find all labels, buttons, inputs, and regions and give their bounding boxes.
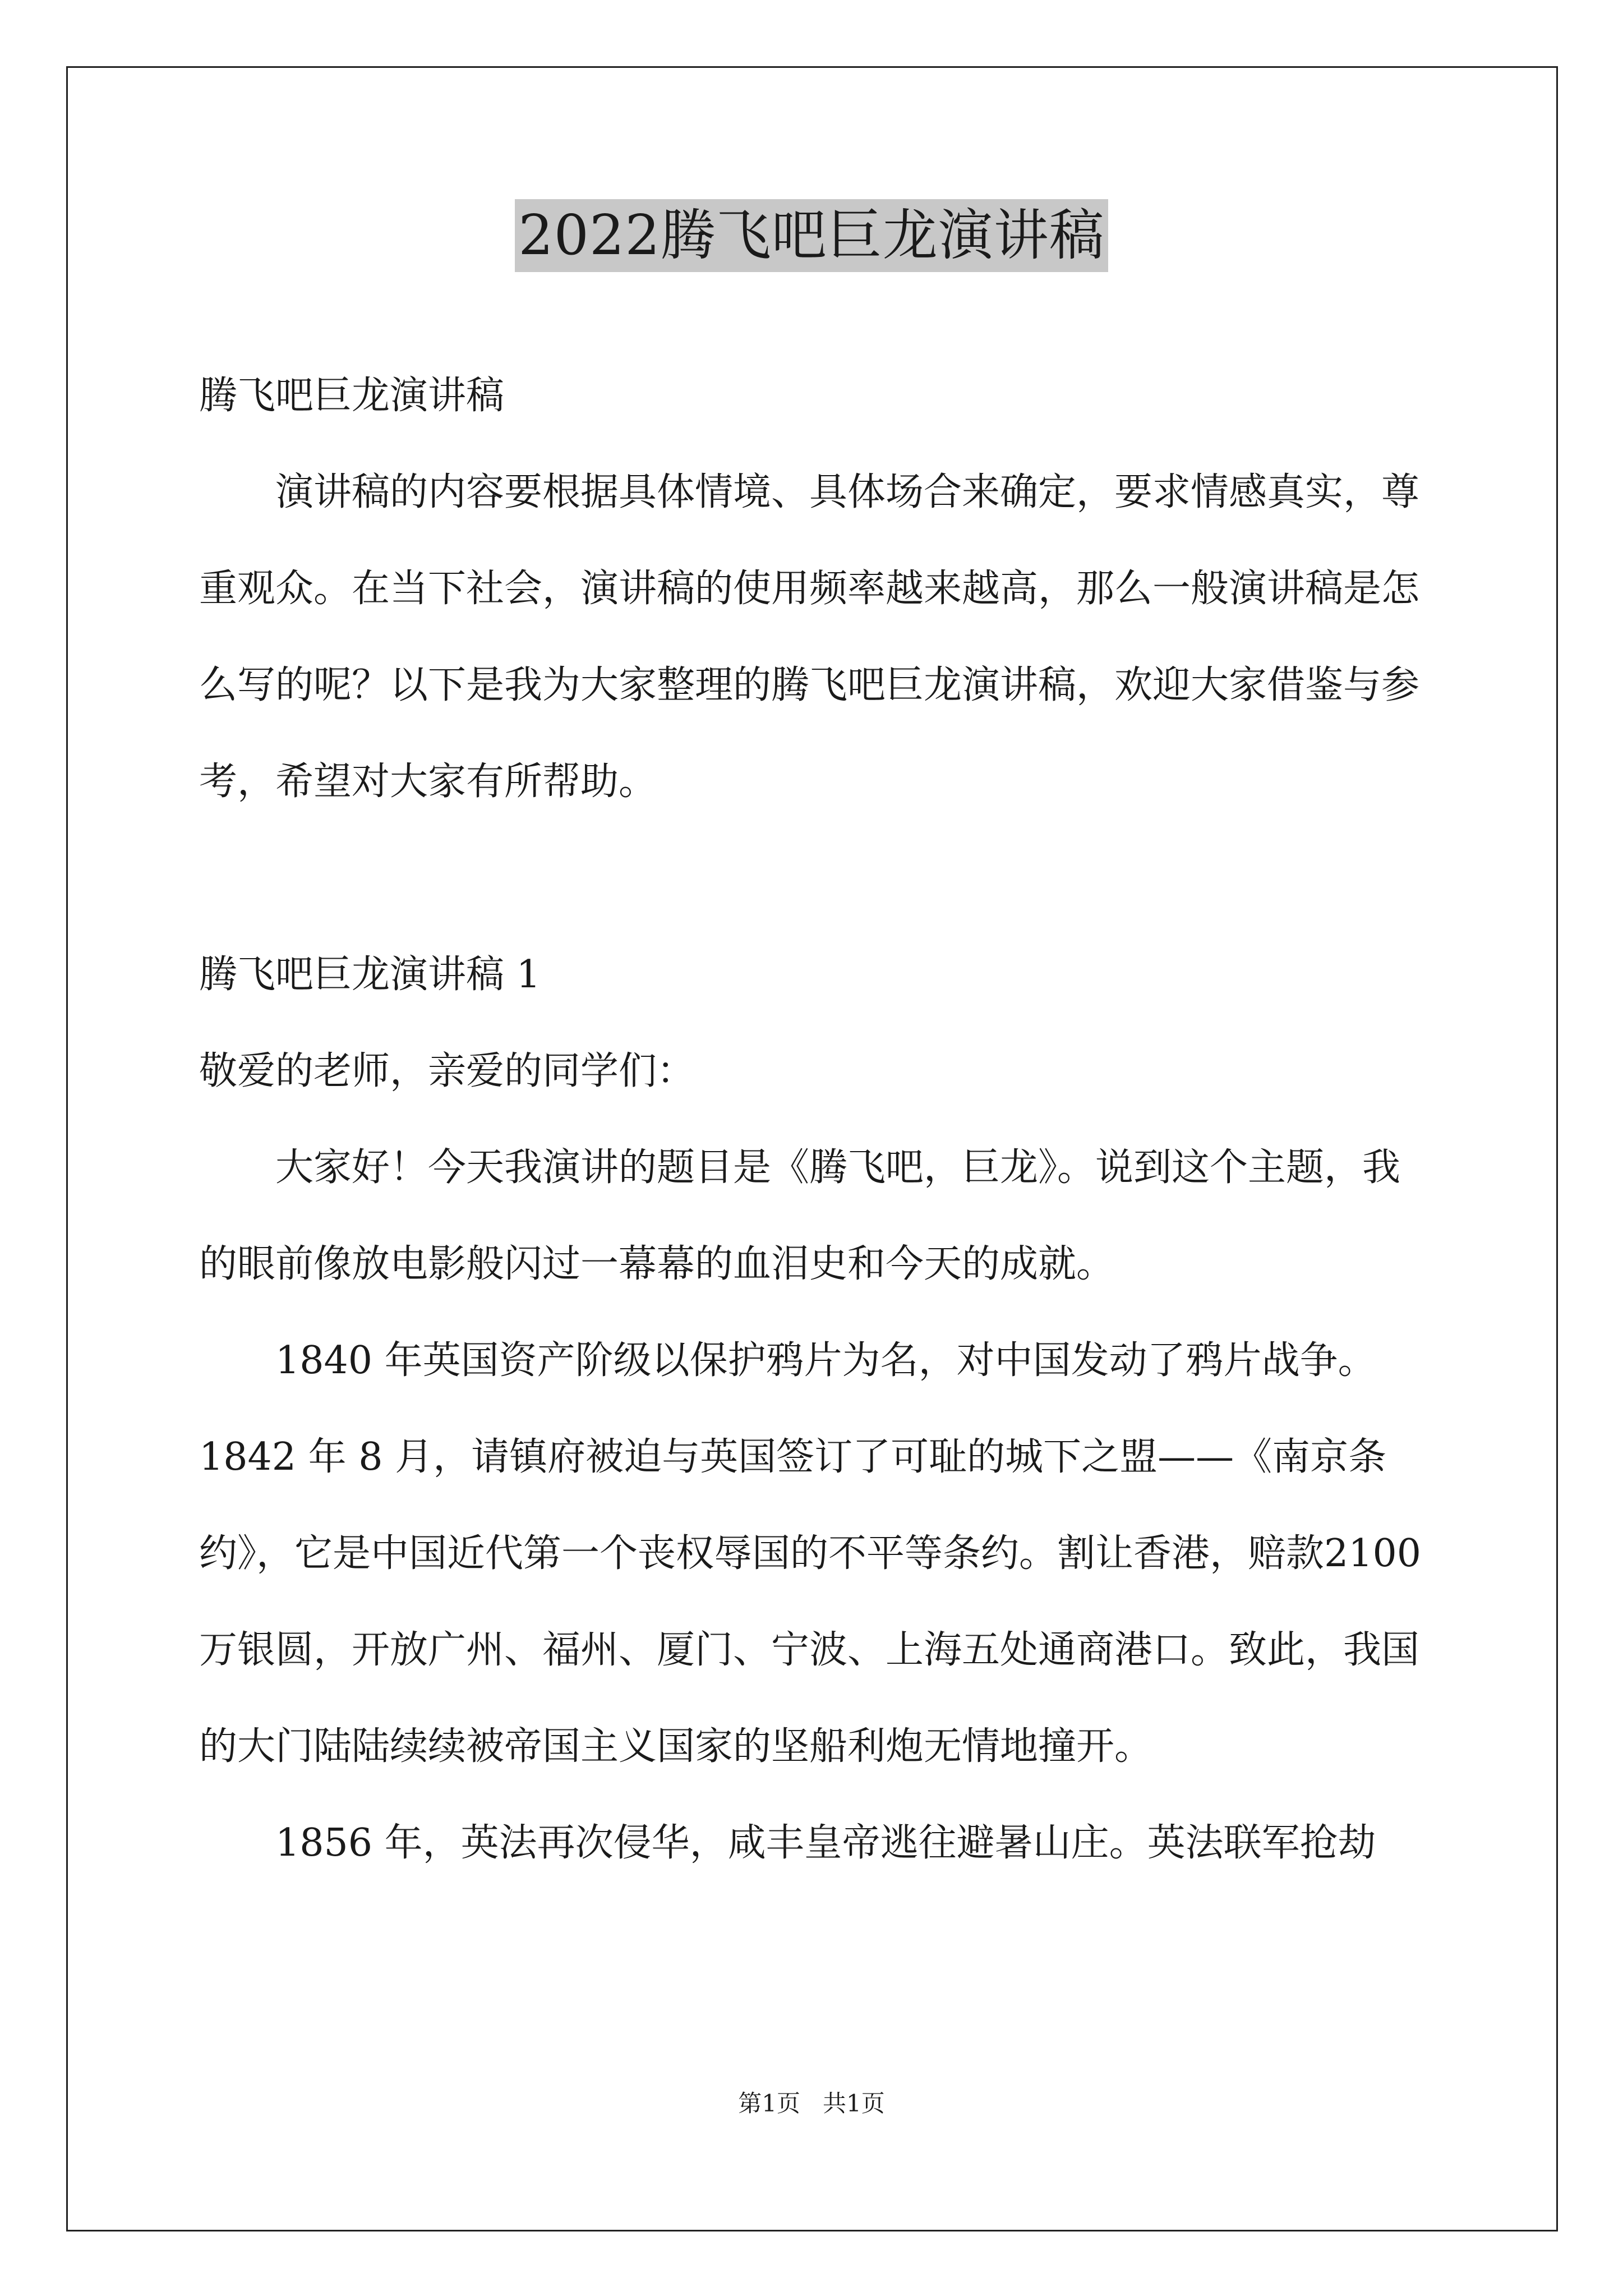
document-body bbox=[199, 348, 1433, 1892]
body-paragraph-1: 大家好！今天我演讲的题目是《腾飞吧，巨龙》。说到这个主题，我的眼前像放电影般闪过一幕幕的血泪史和今天的成就。 bbox=[199, 1145, 1401, 1286]
page-total: 共1页 bbox=[823, 2090, 885, 2117]
salutation: 敬爱的老师，亲爱的同学们： bbox=[199, 1049, 695, 1093]
paragraph-spacer bbox=[199, 830, 1433, 927]
document-title: 2022腾飞吧巨龙演讲稿 bbox=[515, 199, 1108, 272]
page-number: 第1页 bbox=[738, 2090, 800, 2117]
page-footer bbox=[0, 2087, 1623, 2120]
body-paragraph-2: 1840 年英国资产阶级以保护鸦片为名，对中国发动了鸦片战争。1842 年 8 月，请镇府被迫与英国签订了可耻的城下之盟——《南京条约》，它是中国近代第一个丧权辱国的不平等条约。割让香港，赔款2100 万银圆，开放广州、福州、厦门、宁波、上海五处通商港口。致此，我国的大门陆陆续续被帝国主义国家的坚船利炮无情地撞开。 bbox=[199, 1338, 1422, 1769]
title-container bbox=[0, 199, 1623, 272]
subtitle: 腾飞吧巨龙演讲稿 bbox=[199, 374, 505, 418]
body-paragraph-3: 1856 年，英法再次侵华，咸丰皇帝逃往避暑山庄。英法联军抢劫 bbox=[275, 1821, 1376, 1865]
intro-paragraph: 演讲稿的内容要根据具体情境、具体场合来确定，要求情感真实，尊重观众。在当下社会，演讲稿的使用频率越来越高，那么一般演讲稿是怎么写的呢？以下是我为大家整理的腾飞吧巨龙演讲稿，欢迎大家借鉴与参考，希望对大家有所帮助。 bbox=[199, 470, 1420, 804]
section-heading: 腾飞吧巨龙演讲稿 1 bbox=[199, 953, 541, 997]
